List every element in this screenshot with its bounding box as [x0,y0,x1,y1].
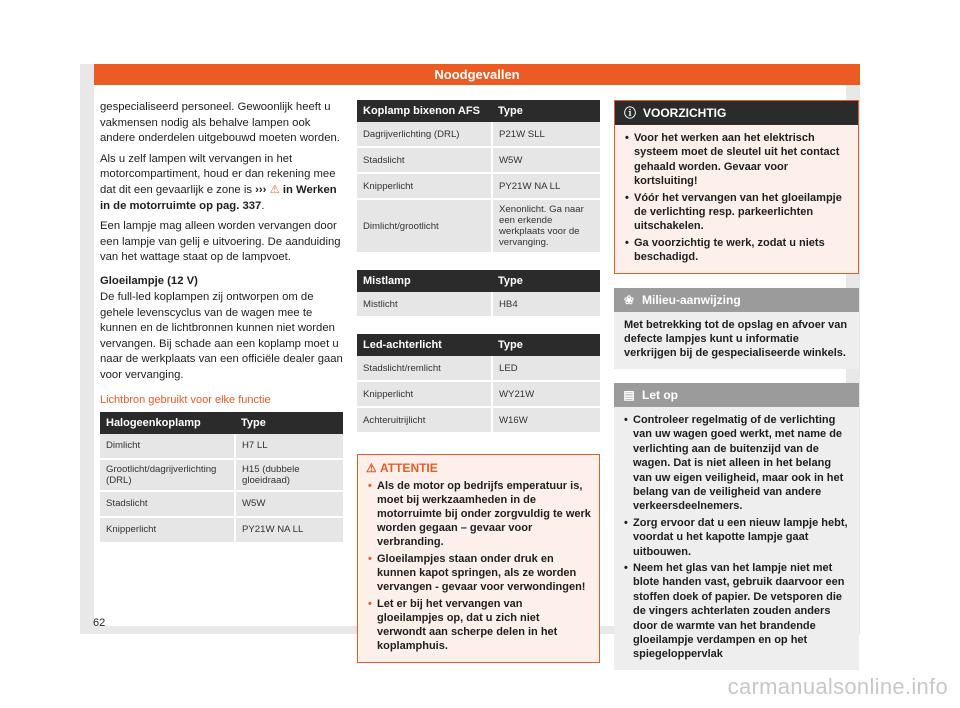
table-cell: Dimlicht [100,434,235,459]
halogen-table [100,412,343,544]
environment-text: Met betrekking tot de opslag en afvoer van defecte lampjes kunt u informatie verkrijgen bij de gespecialiseerde winkels. [624,318,848,360]
spacer [357,254,600,270]
list-item: • Vóór het vervangen van het gloeilampje de verlichting resp. parkeerlichten uitschakelen. [625,191,850,234]
table-row [357,173,600,199]
table-cell: Mistlicht [357,292,492,317]
list-item: • Als de motor op bedrijfs emperatuur is, moet bij werkzaamheden in de motorruimte bij onder zorgvuldig te werk worden gegaan – gevaar voor verbranding. [368,479,591,549]
fog-lamp-table [357,270,600,318]
table-header-row [100,412,343,434]
cross-reference-arrow: ››› [255,183,267,196]
paragraph-text: Als u zelf lampen wilt vervangen in het motorcompartiment, houd er dan rekening mee dat dit een gevaarlijk e zone is [100,152,336,196]
caution-box [614,100,859,274]
table-row [357,122,600,147]
table-header-row [357,100,600,122]
led-rear-light-table [357,334,600,434]
flower-icon: ❀ [623,292,635,307]
note-list [614,407,859,670]
table-row [357,199,600,253]
table-row [357,381,600,407]
table-cell: Stadslicht [357,147,492,173]
attention-header [358,455,599,479]
attention-box [357,454,600,663]
note-header [614,383,859,407]
table-header: Koplamp bixenon AFS [357,100,492,122]
table-caption: Lichtbron gebruikt voor elke functie [100,393,271,406]
table-header: Type [235,412,343,434]
caution-header [615,101,858,125]
list-item: • Gloeilampjes staan onder druk en kunnen kapot springen, als ze worden vervangen - gevaar voor verwondingen! [368,552,591,594]
section-header: Noodgevallen [94,64,860,85]
table-row [100,517,343,543]
cross-reference-link[interactable]: in Werken in de motorruimte op pag. 337 [100,183,337,212]
table-cell: Grootlicht/dagrijverlichting (DRL) [100,459,235,491]
caution-list [615,125,858,273]
table-cell: Knipperlicht [357,173,492,199]
table-cell: PY21W NA LL [492,173,600,199]
attention-list [358,479,599,662]
table-header: Mistlamp [357,270,492,292]
table-cell: W16W [492,407,600,433]
table-cell: LED [492,356,600,381]
table-row [357,292,600,317]
table-header-row [357,334,600,356]
list-item: • Zorg ervoor dat u een nieuw lampje hebt, voordat u het kapotte lampje gaat uitbouwen. [624,516,851,559]
environment-header [614,288,859,312]
subheading: Gloeilampje (12 V) [100,274,198,287]
table-row [100,491,343,517]
warning-triangle-icon: ⚠ [366,461,377,475]
table-row [357,147,600,173]
table-cell: W5W [235,491,343,517]
table-header: Type [492,100,600,122]
table-row [100,434,343,459]
table-cell: H15 (dubbele gloeidraad) [235,459,343,491]
table-cell: W5W [492,147,600,173]
page-number: 62 [93,617,106,629]
table-cell: Dagrijverlichting (DRL) [357,122,492,147]
warning-triangle-icon: ⚠ [269,183,280,196]
list-item: • Let er bij het vervangen van gloeilampjes op, dat u zich niet verwondt aan scherpe delen in het koplamphuis. [368,597,591,653]
table-cell: Knipperlicht [357,381,492,407]
table-cell: Achteruitrijlicht [357,407,492,433]
paragraph: Een lampje mag alleen worden vervangen door een lampje van gelij e uitvoering. De aanduiding van het wattage staat op de lampvoet. [100,220,341,264]
list-item: • Controleer regelmatig of de verlichting van uw wagen goed werkt, met name de verlichting aan de buitenzijd van de wagen. Dat is niet alleen in het belang van uw eigen veiligheid, maar ook in het belang van de veiligheid van andere verkeersdeelnemers. [624,413,851,514]
paragraph: De full-led koplampen zij ontworpen om de gehele levenscyclus van de wagen mee te kunnen en de lichtbronnen kunnen niet worden vervangen. Bij schade aan een koplamp moet u naar de werkplaats van een officiële dealer gaan voor vervanging. [100,290,343,381]
list-item: • Ga voorzichtig te werk, zodat u niets beschadigd. [625,236,850,265]
note-title: Let op [642,387,678,402]
spacer [357,318,600,334]
info-circle-icon: ⓘ [623,106,636,120]
column-middle [357,100,600,663]
table-cell: HB4 [492,292,600,317]
watermark: carmanualsonline.info [727,674,948,699]
table-header: Halogeenkoplamp [100,412,235,434]
table-cell: PY21W NA LL [235,517,343,543]
table-cell: WY21W [492,381,600,407]
table-cell: Xenonlicht. Ga naar een erkende werkplaats voor de vervanging. [492,199,600,253]
caution-title: VOORZICHTIG [643,106,727,120]
table-header: Type [492,334,600,356]
table-header: Led-achterlicht [357,334,492,356]
table-cell: Stadslicht/remlicht [357,356,492,381]
table-header-row [357,270,600,292]
column-left [100,100,343,544]
column-right [614,100,859,670]
environment-title: Milieu-aanwijzing [642,292,741,307]
note-box [614,383,859,670]
page-frame-left [80,64,94,634]
table-row [357,407,600,433]
table-cell: Dimlicht/grootlicht [357,199,492,253]
attention-title: ATTENTIE [380,461,438,475]
table-cell: Knipperlicht [100,517,235,543]
table-cell: Stadslicht [100,491,235,517]
table-cell: P21W SLL [492,122,600,147]
table-row [100,459,343,491]
list-item: • Neem het glas van het lampje niet met blote handen vast, gebruik daarvoor een stoffen doek of papier. De vetsporen die de vingers achterlaten zouden anders door de warmte van het brandende gloeilampje verdampen en op het spiegeloppervlak [624,561,851,662]
table-cell: H7 LL [235,434,343,459]
paragraph [100,152,343,214]
paragraph-end: . [261,199,265,212]
xenon-table [357,100,600,254]
note-icon: ▤ [623,387,635,402]
list-item: • Voor het werken aan het elektrisch systeem moet de sleutel uit het contact gehaald worden. Gevaar voor kortsluiting! [625,131,850,189]
paragraph: gespecialiseerd personeel. Gewoonlijk heeft u vakmensen nodig als behalve lampen ook andere onderdelen uitgebouwd moeten worden. [100,101,340,145]
environment-note [614,288,859,369]
table-row [357,356,600,381]
table-header: Type [492,270,600,292]
